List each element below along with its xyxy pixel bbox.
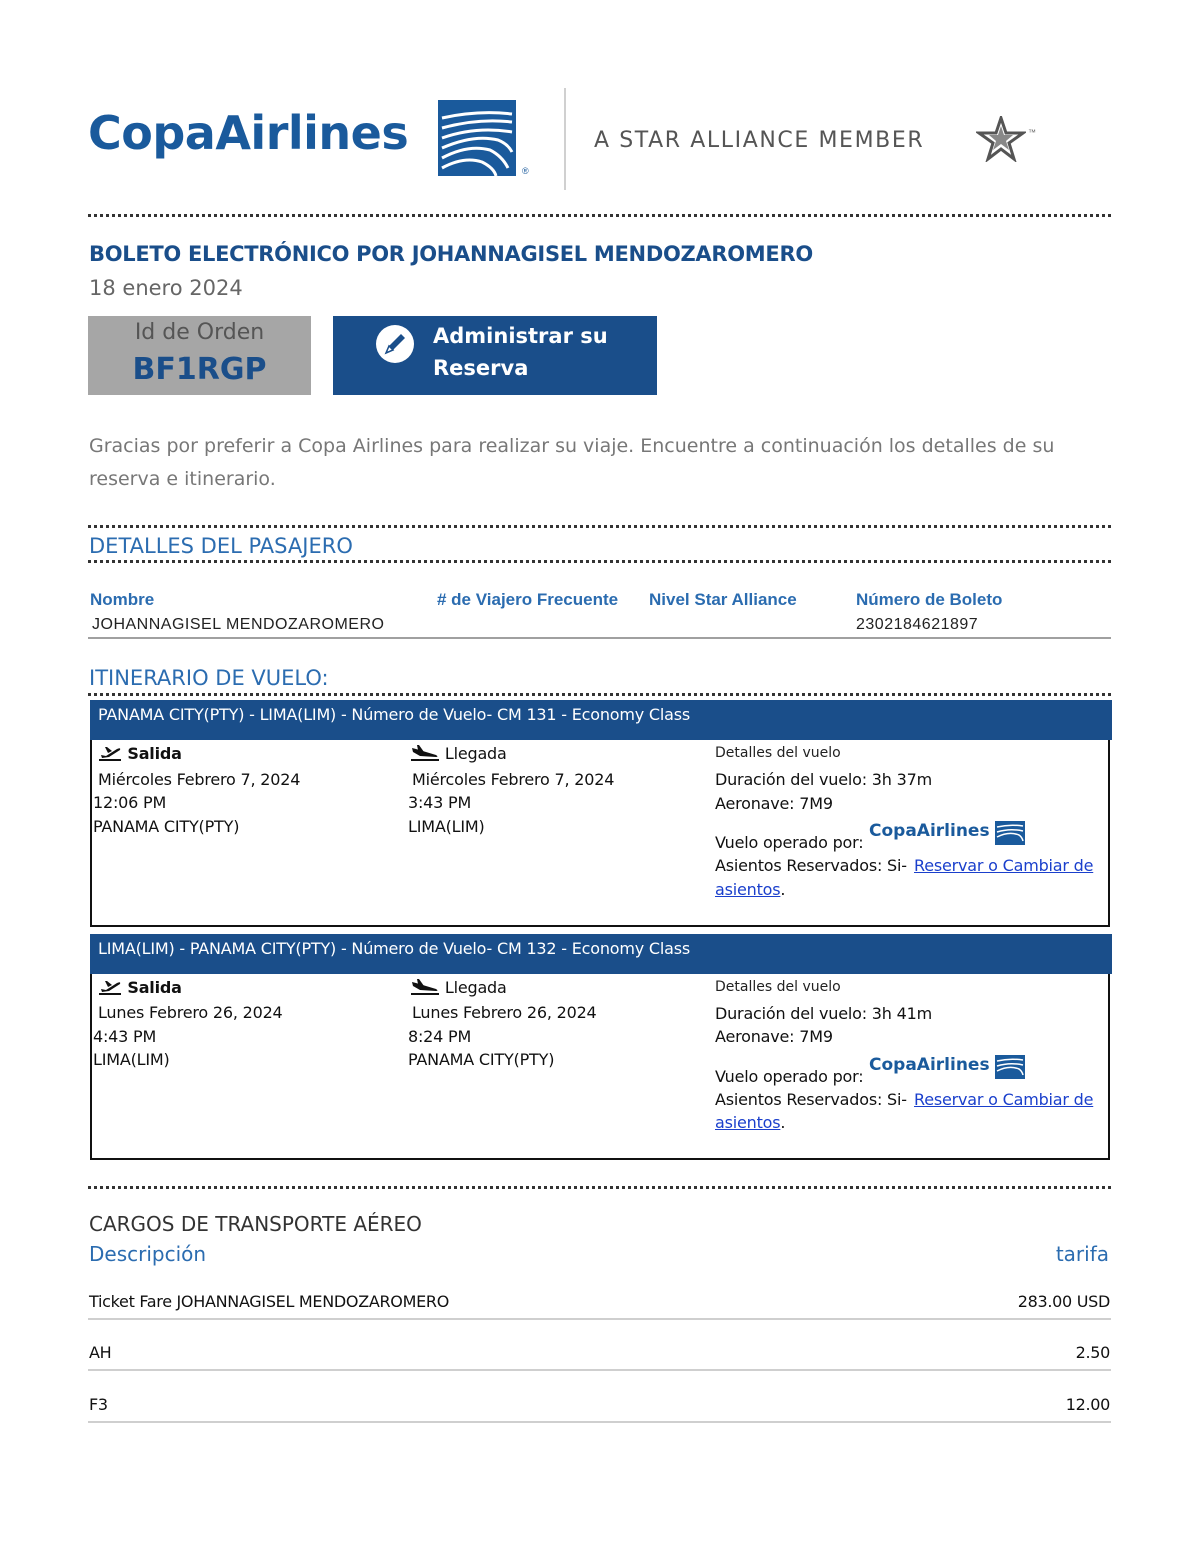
arrival-time: 8:24 PM [408,1027,472,1046]
charge-row [88,1395,1111,1423]
flight-duration: Duración del vuelo: 3h 37m [715,770,932,789]
seats-reserved [715,1090,907,1109]
arrival-city: PANAMA CITY(PTY) [408,1050,555,1069]
departure-time: 4:43 PM [93,1027,157,1046]
operator-logo: CopaAirlines [869,1055,990,1075]
charge-description: AH [89,1343,112,1362]
passenger-header-star-level: Nivel Star Alliance [649,590,797,609]
takeoff-icon [98,978,122,996]
arrival-time: 3:43 PM [408,793,472,812]
change-seats-link-line2 [715,1113,785,1132]
arrival-date: Lunes Febrero 26, 2024 [412,1003,597,1022]
flight-header: LIMA(LIM) - PANAMA CITY(PTY) - Número de Vuelo- CM 132 - Economy Class [90,934,1112,974]
departure-city: PANAMA CITY(PTY) [93,817,240,836]
ticket-date: 18 enero 2024 [89,276,243,300]
change-seats-link-2[interactable]: asientos [715,880,781,899]
change-seats-link[interactable]: Reservar o Cambiar de [914,856,1094,875]
operated-by-label: Vuelo operado por: [715,833,864,852]
flight-card [90,700,1110,927]
departure-label-text: Salida [127,978,182,997]
dotted-divider [88,560,1111,563]
dotted-divider [88,214,1111,217]
trademark-mark: ™ [1028,128,1036,137]
departure-label [98,744,182,763]
itinerary-section-title: ITINERARIO DE VUELO: [89,666,329,690]
flight-details-label: Detalles del vuelo [715,745,841,761]
arrival-city: LIMA(LIM) [408,817,485,836]
change-seats-link[interactable]: Reservar o Cambiar de [914,1090,1094,1109]
order-id-code: BF1RGP [132,352,267,387]
order-id-label: Id de Orden [134,320,265,345]
charge-description: F3 [89,1395,108,1414]
dotted-divider [88,1186,1111,1189]
dotted-divider [88,525,1111,528]
arrival-label-text: Llegada [444,978,507,997]
charge-row [88,1343,1111,1371]
order-id-box [88,316,311,395]
charge-amount: 2.50 [1075,1343,1110,1362]
charges-header-description: Descripción [89,1242,207,1266]
departure-date: Lunes Febrero 26, 2024 [98,1003,283,1022]
charge-description: Ticket Fare JOHANNAGISEL MENDOZAROMERO [89,1292,450,1311]
departure-city: LIMA(LIM) [93,1050,170,1069]
seats-reserved [715,856,907,875]
period: . [780,880,786,899]
change-seats-link-line2 [715,880,785,899]
passenger-ticket-number: 2302184621897 [856,616,979,633]
thanks-message: Gracias por preferir a Copa Airlines para realizar su viaje. Encuentre a continuación los detalles de su reserva e itinerario. [89,435,1055,490]
seats-reserved-label: Asientos Reservados: Si- [715,1090,907,1109]
passenger-section-title: DETALLES DEL PASAJERO [89,534,353,558]
arrival-label-text: Llegada [444,744,507,763]
passenger-header-frequent-flyer: # de Viajero Frecuente [437,590,619,609]
flight-details-label: Detalles del vuelo [715,979,841,995]
header-divider [564,88,566,190]
arrival-label [410,744,507,763]
charge-amount: 283.00 USD [1017,1292,1110,1311]
passenger-header-name: Nombre [90,590,155,609]
departure-date: Miércoles Febrero 7, 2024 [98,770,301,789]
seats-reserved-label: Asientos Reservados: Si- [715,856,907,875]
copa-logo-icon [438,100,516,176]
copa-logo-icon [995,1055,1025,1079]
departure-label-text: Salida [127,744,182,763]
departure-label [98,978,182,997]
operated-by-label: Vuelo operado por: [715,1067,864,1086]
takeoff-icon [98,744,122,762]
charge-amount: 12.00 [1065,1395,1110,1414]
passenger-rule [88,637,1111,639]
departure-time: 12:06 PM [93,793,167,812]
flight-aircraft: Aeronave: 7M9 [715,794,833,813]
star-alliance-text: A STAR ALLIANCE MEMBER [594,128,925,153]
operator-logo: CopaAirlines [869,821,990,841]
charge-row [88,1292,1111,1320]
passenger-header-ticket-number: Número de Boleto [856,590,1003,609]
landing-icon [410,978,440,996]
dotted-divider [88,693,1111,696]
registered-mark: ® [522,166,529,176]
flight-duration: Duración del vuelo: 3h 41m [715,1004,932,1023]
ticket-title: BOLETO ELECTRÓNICO POR JOHANNAGISEL MENDOZAROMERO [89,242,813,266]
manage-reservation-button[interactable] [333,316,657,395]
landing-icon [410,744,440,762]
period: . [780,1113,786,1132]
flight-card [90,934,1110,1160]
change-seats-link-2[interactable]: asientos [715,1113,781,1132]
flight-aircraft: Aeronave: 7M9 [715,1027,833,1046]
flight-header: PANAMA CITY(PTY) - LIMA(LIM) - Número de Vuelo- CM 131 - Economy Class [90,700,1112,740]
charges-header-fare: tarifa [1055,1242,1109,1266]
charges-section-title: CARGOS DE TRANSPORTE AÉREO [89,1212,422,1236]
copa-airlines-logo: CopaAirlines [88,106,409,160]
arrival-label [410,978,507,997]
arrival-date: Miércoles Febrero 7, 2024 [412,770,615,789]
passenger-name: JOHANNAGISEL MENDOZAROMERO [92,616,385,633]
edit-icon [375,324,415,364]
manage-reservation-label: Administrar su Reserva [433,324,608,380]
star-alliance-icon [976,116,1026,162]
copa-logo-icon [995,821,1025,845]
